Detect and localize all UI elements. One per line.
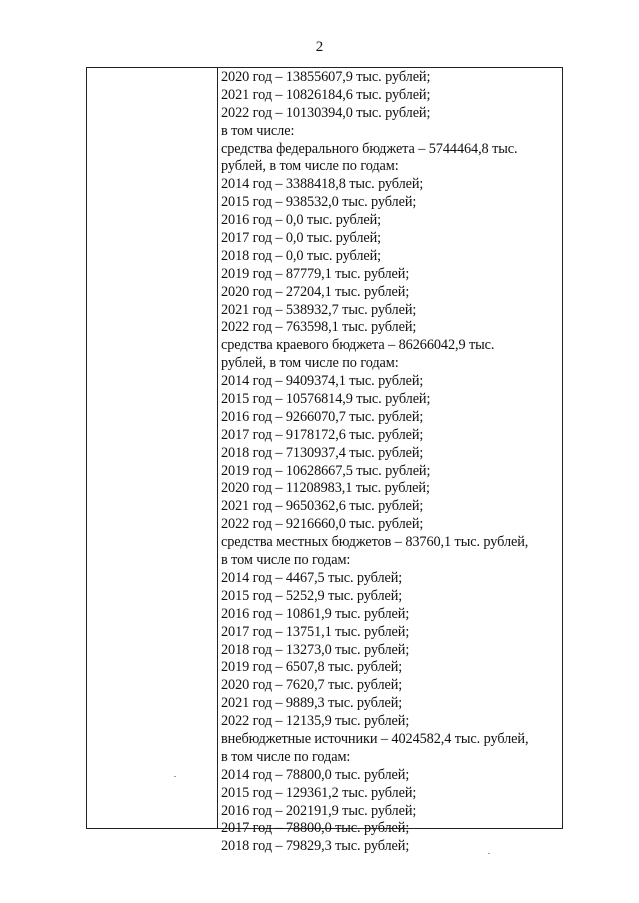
table-line: рублей, в том числе по годам: [221, 355, 399, 372]
table-line: 2022 год – 10130394,0 тыс. рублей; [221, 104, 431, 121]
table-line: 2021 год – 9650362,6 тыс. рублей; [221, 498, 424, 515]
table-line: 2015 год – 5252,9 тыс. рублей; [221, 587, 403, 604]
table-line: 2017 год – 13751,1 тыс. рублей; [221, 623, 410, 640]
table-line: 2021 год – 10826184,6 тыс. рублей; [221, 86, 431, 103]
table-line: 2018 год – 79829,3 тыс. рублей; [221, 838, 410, 855]
table-right-cell [218, 68, 562, 855]
table-line: средства местных бюджетов – 83760,1 тыс. рублей, [221, 534, 529, 551]
table-line: 2015 год – 10576814,9 тыс. рублей; [221, 391, 431, 408]
table-line: в том числе: [221, 122, 295, 139]
table-line: 2022 год – 12135,9 тыс. рублей; [221, 713, 410, 730]
table-line: 2015 год – 938532,0 тыс. рублей; [221, 194, 417, 211]
page-number: 2 [315, 39, 324, 55]
scan-speck [174, 776, 176, 777]
table-line: внебюджетные источники – 4024582,4 тыс. рублей, [221, 730, 529, 747]
table-line: 2017 год – 78800,0 тыс. рублей; [221, 820, 410, 837]
table-line: 2017 год – 9178172,6 тыс. рублей; [221, 426, 424, 443]
table-line: 2020 год – 7620,7 тыс. рублей; [221, 677, 403, 694]
table-line: 2020 год – 27204,1 тыс. рублей; [221, 283, 410, 300]
table-line: 2014 год – 3388418,8 тыс. рублей; [221, 176, 424, 193]
table-left-cell [87, 68, 218, 828]
table-line: 2022 год – 9216660,0 тыс. рублей; [221, 516, 424, 533]
table-line: 2018 год – 13273,0 тыс. рублей; [221, 641, 410, 658]
table-line: средства федерального бюджета – 5744464,8 тыс. [221, 140, 518, 157]
table-line: 2014 год – 78800,0 тыс. рублей; [221, 766, 410, 783]
table-line: 2020 год – 11208983,1 тыс. рублей; [221, 480, 430, 497]
table-line: 2016 год – 9266070,7 тыс. рублей; [221, 408, 424, 425]
table-line: 2017 год – 0,0 тыс. рублей; [221, 230, 382, 247]
table-line: 2019 год – 6507,8 тыс. рублей; [221, 659, 403, 676]
table-line: в том числе по годам: [221, 552, 351, 569]
table-line: 2022 год – 763598,1 тыс. рублей; [221, 319, 417, 336]
table-line: 2020 год – 13855607,9 тыс. рублей; [221, 69, 431, 85]
table-line: 2014 год – 4467,5 тыс. рублей; [221, 569, 403, 586]
table-line: 2016 год – 10861,9 тыс. рублей; [221, 605, 410, 622]
table-line: средства краевого бюджета – 86266042,9 тыс. [221, 337, 495, 354]
table-line: 2016 год – 0,0 тыс. рублей; [221, 212, 382, 229]
table-line: в том числе по годам: [221, 748, 351, 765]
table-line: 2018 год – 7130937,4 тыс. рублей; [221, 444, 424, 461]
scan-speck [488, 853, 490, 854]
table-line: 2019 год – 10628667,5 тыс. рублей; [221, 462, 431, 479]
table-line: 2021 год – 538932,7 тыс. рублей; [221, 301, 417, 318]
table-line: 2016 год – 202191,9 тыс. рублей; [221, 802, 417, 819]
table-line: рублей, в том числе по годам: [221, 158, 399, 175]
table-line: 2018 год – 0,0 тыс. рублей; [221, 247, 382, 264]
funding-table [86, 67, 563, 855]
table-line: 2019 год – 87779,1 тыс. рублей; [221, 265, 410, 282]
table-line: 2021 год – 9889,3 тыс. рублей; [221, 695, 403, 712]
table-line: 2015 год – 129361,2 тыс. рублей; [221, 784, 417, 801]
table-line: 2014 год – 9409374,1 тыс. рублей; [221, 373, 424, 390]
